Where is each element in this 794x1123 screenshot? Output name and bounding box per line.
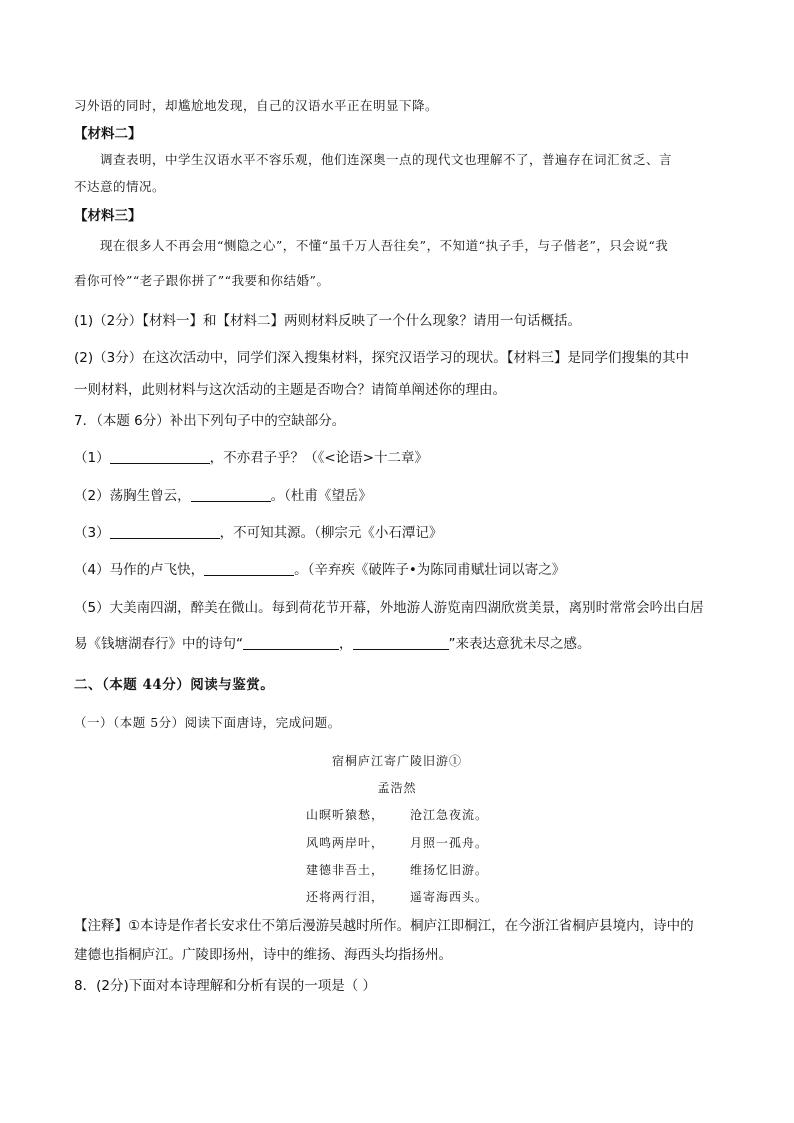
item-suffix: 。（杜甫《望岳》 xyxy=(270,488,372,504)
question-6-2: 一则材料，此则材料与这次活动的主题是否吻合？请简单阐述你的理由。 xyxy=(74,382,506,398)
passage-line: 习外语的同时，却尴尬地发现，自己的汉语水平正在明显下降。 xyxy=(74,98,439,113)
material3-text: 看你可怜”“老子跟你拼了”“我要和你结婚”。 xyxy=(74,273,330,288)
question-7-1 xyxy=(74,446,428,466)
question-7-2 xyxy=(74,484,372,504)
question-7-4 xyxy=(74,558,565,578)
poem-line xyxy=(0,861,794,878)
section-heading: 二、（本题 44分）阅读与鉴赏。 xyxy=(74,677,275,693)
answer-blank[interactable] xyxy=(191,488,271,502)
question-7-5: （5）大美南四湖，醉美在微山。每到荷花节开幕，外地游人游览南四湖欣赏美景，离别时常常会吟出白居 xyxy=(74,600,704,616)
poem-half-line: 遥寄海西头。 xyxy=(410,890,489,904)
poem-half-line: 还将两行泪， xyxy=(305,890,384,904)
question-6-1: (1)（2分）【材料一】和【材料二】两则材料反映了一个什么现象？请用一句话概括。 xyxy=(74,313,581,329)
item-prefix: （3） xyxy=(74,525,110,541)
poem-half-line: 建德非吾土， xyxy=(305,863,384,877)
item-suffix: 。（辛弃疾《破阵子•为陈同甫赋壮词以寄之》 xyxy=(294,562,566,578)
poem-note: 建德也指桐庐江。广陵即扬州，诗中的维扬、海西头均指扬州。 xyxy=(74,947,452,963)
item-suffix: ，不亦君子乎？（《<论语>十二章》 xyxy=(209,450,428,466)
poem-title: 宿桐庐江寄广陵旧游① xyxy=(331,754,462,768)
material2-text: 调查表明，中学生汉语水平不容乐观，他们连深奥一点的现代文也理解不了，普遍存在词汇贫乏、言 xyxy=(100,152,673,167)
poem-note: 【注释】①本诗是作者长安求仕不第后漫游吴越时所作。桐庐江即桐江，在今浙江省桐庐县境内，诗中的 xyxy=(74,918,694,934)
poem-author: 孟浩然 xyxy=(377,781,417,795)
question-7-title: 7．（本题 6分）补出下列句子中的空缺部分。 xyxy=(74,413,346,429)
material3-heading: 【材料三】 xyxy=(74,208,142,224)
item-prefix: （4）马作的卢飞快， xyxy=(74,562,205,578)
poem-line xyxy=(0,806,794,823)
material2-heading: 【材料二】 xyxy=(74,126,142,142)
item-suffix: ，不可知其源。（柳宗元《小石潭记》 xyxy=(219,525,443,541)
item-comma: ， xyxy=(339,636,353,652)
material2-text: 不达意的情况。 xyxy=(74,179,166,194)
poem-line xyxy=(0,888,794,905)
poem-line xyxy=(0,834,794,851)
answer-blank[interactable] xyxy=(353,636,449,650)
poem-half-line: 月照一孤舟。 xyxy=(410,836,489,850)
item-prefix: （2）荡胸生曾云， xyxy=(74,488,191,504)
item-prefix: 易《钱塘湖春行》中的诗句“ xyxy=(74,636,243,652)
subsection-heading: （一）（本题 5分）阅读下面唐诗，完成问题。 xyxy=(74,715,341,730)
poem-half-line: 风鸣两岸叶， xyxy=(305,836,384,850)
question-7-5 xyxy=(74,632,591,652)
question-8: 8．(2分)下面对本诗理解和分析有误的一项是（ ） xyxy=(74,978,377,994)
question-7-3 xyxy=(74,521,442,541)
question-6-2: (2)（3分）在这次活动中，同学们深入搜集材料，探究汉语学习的现状。【材料三】是同学们搜集的其中 xyxy=(74,350,689,366)
poem-half-line: 维扬忆旧游。 xyxy=(410,863,489,877)
item-suffix: ”来表达意犹未尽之感。 xyxy=(448,636,591,652)
answer-blank[interactable] xyxy=(110,525,220,539)
material3-text: 现在很多人不再会用“恻隐之心”，不懂“虽千万人吾往矣”，不知道“执子手，与子偕老”，只会说“我 xyxy=(100,238,669,253)
item-prefix: （1） xyxy=(74,450,110,466)
poem-half-line: 沧江急夜流。 xyxy=(410,808,489,822)
answer-blank[interactable] xyxy=(204,562,294,576)
answer-blank[interactable] xyxy=(110,450,210,464)
answer-blank[interactable] xyxy=(243,636,339,650)
poem-half-line: 山暝听猿愁， xyxy=(305,808,384,822)
